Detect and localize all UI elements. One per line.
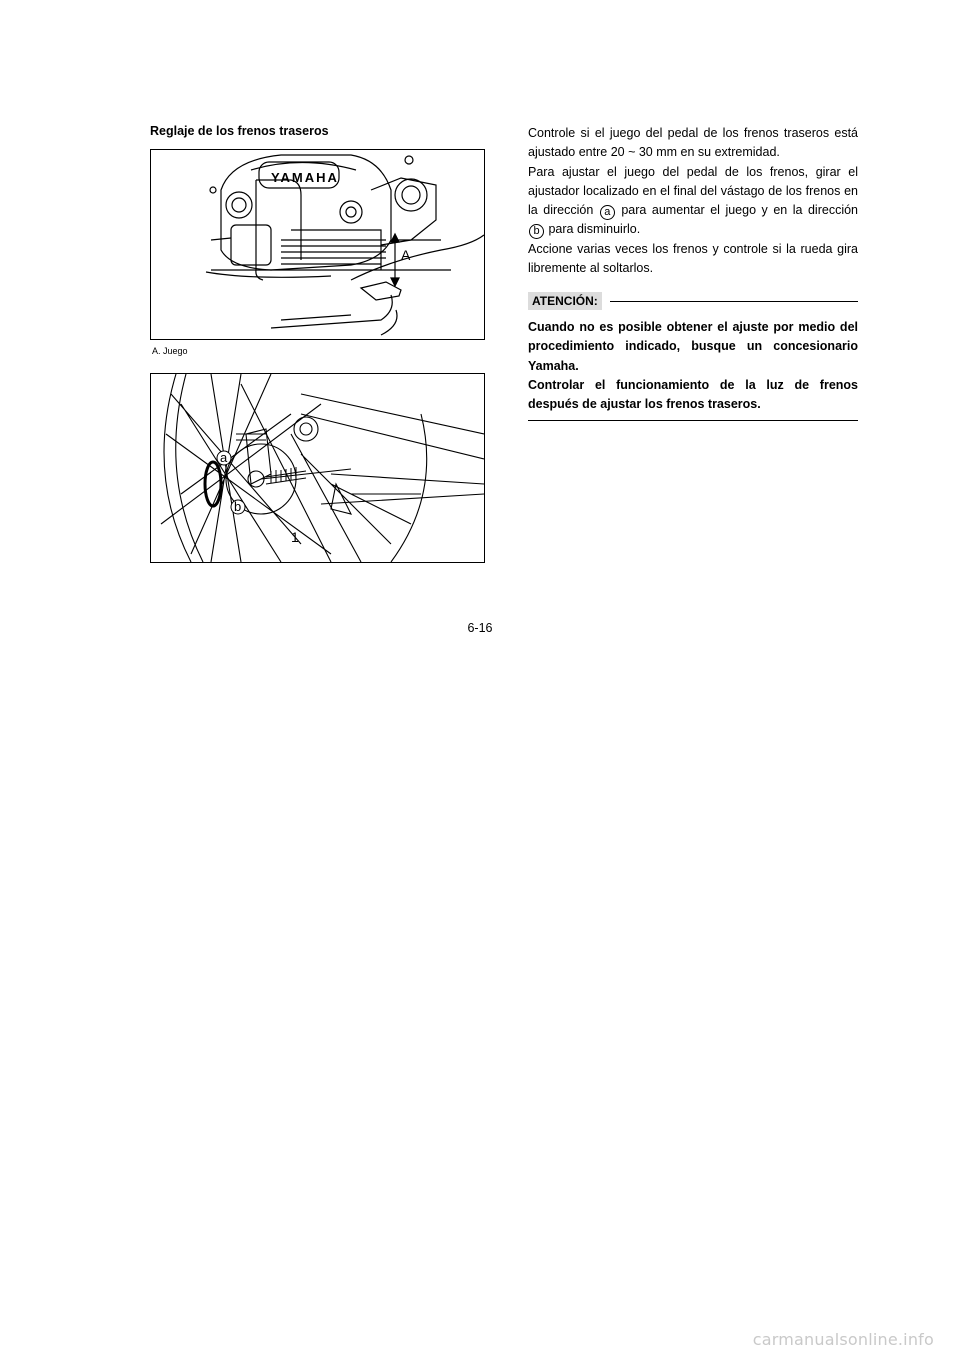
paragraph-2-part-2: para aumentar el juego y en la dirección — [621, 203, 859, 218]
direction-a-marker: a — [600, 205, 615, 220]
attention-label: ATENCIÓN: — [528, 292, 602, 310]
figure2-label-a: a — [220, 450, 228, 465]
page-number: 6-16 — [467, 621, 493, 635]
direction-b-marker: b — [529, 224, 544, 239]
attention-bottom-rule — [528, 420, 858, 421]
paragraph-3: Accione varias veces los frenos y controle si la rueda gira libremente al soltarlos. — [528, 241, 858, 276]
section-title: Reglaje de los frenos traseros — [150, 124, 329, 138]
paragraph-2-part-1: Para ajustar el juego del pedal de los frenos, girar el ajustador localizado en el final del vástago de los frenos en la dirección — [528, 164, 858, 218]
figure1-caption: A. Juego — [152, 346, 188, 356]
yamaha-logo: YAMAHA — [271, 170, 339, 185]
attention-top-rule — [610, 301, 858, 302]
attention-header — [528, 292, 858, 310]
attention-paragraph-1: Cuando no es posible obtener el ajuste por medio del procedimiento indicado, busque un concesionario Yamaha. — [528, 320, 858, 373]
figure2-label-b: b — [234, 499, 242, 514]
brake-pedal-illustration — [150, 149, 485, 340]
paragraph-2-part-3: para disminuirlo. — [548, 222, 641, 237]
instructions-text — [528, 124, 858, 278]
attention-paragraph-2: Controlar el funcionamiento de la luz de frenos después de ajustar los frenos traseros. — [528, 377, 858, 412]
figure2-label-1: 1 — [291, 529, 299, 545]
paragraph-2 — [528, 163, 858, 240]
brake-adjuster-illustration — [150, 373, 485, 563]
figure1-label-a: A — [401, 247, 411, 263]
watermark: carmanualsonline.info — [752, 1330, 934, 1349]
brake-pedal-drawing — [151, 150, 484, 339]
attention-box — [528, 292, 858, 421]
paragraph-1: Controle si el juego del pedal de los frenos traseros está ajustado entre 20 ~ 30 mm en su extremidad. — [528, 126, 858, 160]
attention-body — [528, 318, 858, 414]
brake-adjuster-drawing — [151, 374, 484, 562]
